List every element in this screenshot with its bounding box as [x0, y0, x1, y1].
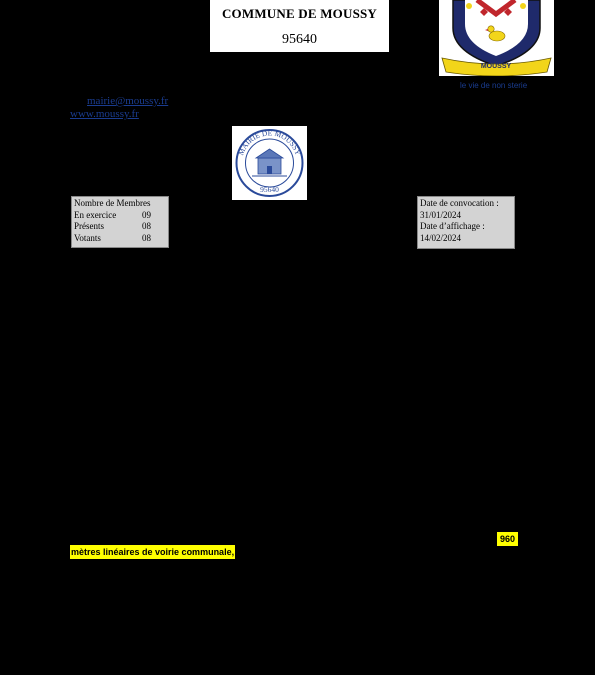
commune-title: COMMUNE DE MOUSSY	[221, 6, 378, 21]
members-row-value: 08	[142, 221, 151, 231]
mairie-seal	[232, 126, 307, 200]
convocation-label: Date de convocation :	[420, 198, 499, 208]
coat-of-arms-logo	[439, 0, 554, 76]
members-row-value: 08	[142, 232, 151, 243]
convocation-date: 31/01/2024	[420, 209, 462, 220]
dates-box	[417, 196, 515, 249]
email-link[interactable]: mairie@moussy.fr	[87, 95, 169, 107]
highlighted-number: 960	[497, 532, 518, 546]
members-row	[74, 210, 166, 222]
members-row-label: Votants	[74, 232, 101, 243]
website-link[interactable]: www.moussy.fr	[70, 108, 139, 120]
commune-header	[210, 0, 389, 52]
crest-banner-text: MOUSSY	[480, 63, 512, 70]
affichage-label: Date d’affichage :	[420, 221, 485, 231]
members-box	[71, 196, 169, 248]
seal-top-text: MAIRIE DE MOUSSY	[236, 128, 303, 157]
members-row-value: 09	[142, 209, 151, 220]
members-heading: Nombre de Membres	[74, 198, 151, 208]
crest-slogan: le vie de non sterie	[460, 81, 528, 90]
seal-stamp-icon	[232, 126, 307, 200]
members-row	[74, 233, 166, 245]
affichage-date: 14/02/2024	[420, 232, 462, 243]
members-row-label: Présents	[74, 221, 104, 231]
seal-bottom-text: 95640	[260, 185, 279, 194]
highlighted-text: mètres linéaires de voirie communale,	[71, 547, 235, 557]
members-row-label: En exercice	[74, 209, 117, 220]
members-row	[74, 221, 166, 233]
coat-of-arms-icon	[439, 0, 554, 76]
commune-postal-code: 95640	[282, 32, 317, 47]
